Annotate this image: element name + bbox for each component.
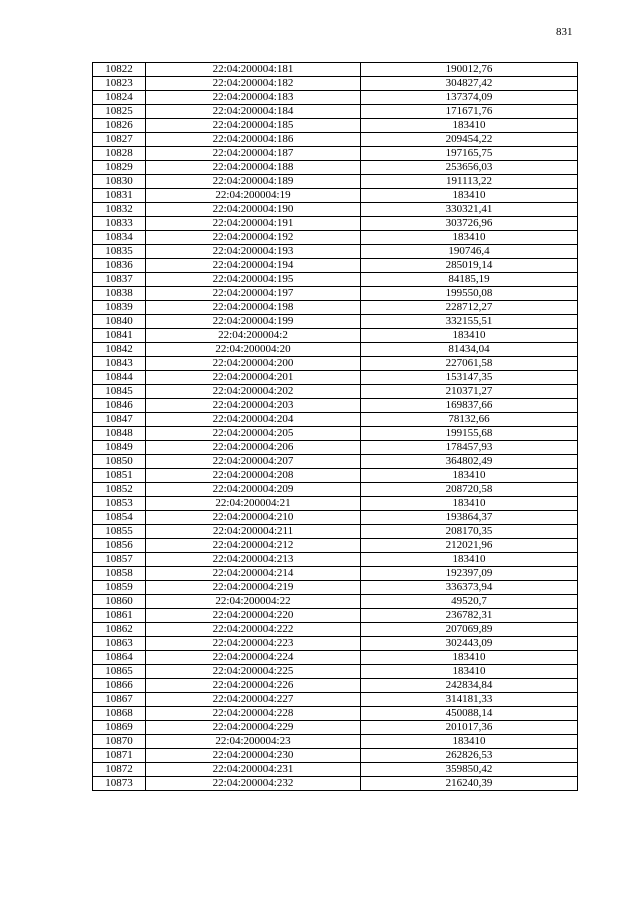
value-cell: 208170,35 (361, 525, 578, 539)
row-number-cell: 10841 (93, 329, 146, 343)
row-number-cell: 10854 (93, 511, 146, 525)
row-number-cell: 10847 (93, 413, 146, 427)
table-row (93, 637, 578, 651)
table-row (93, 511, 578, 525)
table-row (93, 581, 578, 595)
row-number-cell: 10860 (93, 595, 146, 609)
cadastral-number-cell: 22:04:200004:230 (146, 749, 361, 763)
cadastral-number-cell: 22:04:200004:203 (146, 399, 361, 413)
table-row (93, 609, 578, 623)
table-row (93, 553, 578, 567)
cadastral-number-cell: 22:04:200004:192 (146, 231, 361, 245)
value-cell: 193864,37 (361, 511, 578, 525)
table-row (93, 497, 578, 511)
cadastral-number-cell: 22:04:200004:195 (146, 273, 361, 287)
table-row (93, 371, 578, 385)
cadastral-number-cell: 22:04:200004:227 (146, 693, 361, 707)
row-number-cell: 10862 (93, 623, 146, 637)
value-cell: 78132,66 (361, 413, 578, 427)
cadastral-number-cell: 22:04:200004:202 (146, 385, 361, 399)
table-row (93, 119, 578, 133)
table-row (93, 595, 578, 609)
value-cell: 314181,33 (361, 693, 578, 707)
row-number-cell: 10867 (93, 693, 146, 707)
table-row (93, 427, 578, 441)
row-number-cell: 10849 (93, 441, 146, 455)
row-number-cell: 10831 (93, 189, 146, 203)
row-number-cell: 10866 (93, 679, 146, 693)
row-number-cell: 10834 (93, 231, 146, 245)
table-row (93, 455, 578, 469)
cadastral-number-cell: 22:04:200004:223 (146, 637, 361, 651)
value-cell: 216240,39 (361, 777, 578, 791)
table-body (93, 63, 578, 791)
value-cell: 183410 (361, 497, 578, 511)
row-number-cell: 10835 (93, 245, 146, 259)
value-cell: 191113,22 (361, 175, 578, 189)
cadastral-number-cell: 22:04:200004:191 (146, 217, 361, 231)
table-row (93, 105, 578, 119)
value-cell: 190746,4 (361, 245, 578, 259)
value-cell: 208720,58 (361, 483, 578, 497)
value-cell: 330321,41 (361, 203, 578, 217)
table-row (93, 525, 578, 539)
cadastral-number-cell: 22:04:200004:182 (146, 77, 361, 91)
cadastral-number-cell: 22:04:200004:226 (146, 679, 361, 693)
cadastral-number-cell: 22:04:200004:200 (146, 357, 361, 371)
cadastral-number-cell: 22:04:200004:185 (146, 119, 361, 133)
value-cell: 197165,75 (361, 147, 578, 161)
cadastral-number-cell: 22:04:200004:228 (146, 707, 361, 721)
row-number-cell: 10852 (93, 483, 146, 497)
value-cell: 262826,53 (361, 749, 578, 763)
table-row (93, 483, 578, 497)
row-number-cell: 10870 (93, 735, 146, 749)
value-cell: 207069,89 (361, 623, 578, 637)
cadastral-number-cell: 22:04:200004:206 (146, 441, 361, 455)
table-row (93, 77, 578, 91)
table-row (93, 217, 578, 231)
table-row (93, 749, 578, 763)
value-cell: 190012,76 (361, 63, 578, 77)
row-number-cell: 10829 (93, 161, 146, 175)
row-number-cell: 10840 (93, 315, 146, 329)
cadastral-number-cell: 22:04:200004:207 (146, 455, 361, 469)
table-row (93, 707, 578, 721)
value-cell: 201017,36 (361, 721, 578, 735)
cadastral-number-cell: 22:04:200004:201 (146, 371, 361, 385)
cadastral-number-cell: 22:04:200004:194 (146, 259, 361, 273)
cadastral-number-cell: 22:04:200004:21 (146, 497, 361, 511)
cadastral-number-cell: 22:04:200004:224 (146, 651, 361, 665)
cadastral-number-cell: 22:04:200004:197 (146, 287, 361, 301)
cadastral-value-table (92, 62, 578, 791)
cadastral-number-cell: 22:04:200004:186 (146, 133, 361, 147)
row-number-cell: 10848 (93, 427, 146, 441)
table-row (93, 693, 578, 707)
page-number: 831 (556, 26, 573, 38)
row-number-cell: 10856 (93, 539, 146, 553)
cadastral-number-cell: 22:04:200004:198 (146, 301, 361, 315)
row-number-cell: 10833 (93, 217, 146, 231)
value-cell: 209454,22 (361, 133, 578, 147)
value-cell: 450088,14 (361, 707, 578, 721)
cadastral-number-cell: 22:04:200004:190 (146, 203, 361, 217)
cadastral-number-cell: 22:04:200004:23 (146, 735, 361, 749)
table-row (93, 343, 578, 357)
cadastral-number-cell: 22:04:200004:220 (146, 609, 361, 623)
table-row (93, 245, 578, 259)
row-number-cell: 10861 (93, 609, 146, 623)
table-row (93, 175, 578, 189)
value-cell: 84185,19 (361, 273, 578, 287)
value-cell: 153147,35 (361, 371, 578, 385)
value-cell: 183410 (361, 119, 578, 133)
value-cell: 183410 (361, 665, 578, 679)
table-row (93, 189, 578, 203)
value-cell: 137374,09 (361, 91, 578, 105)
row-number-cell: 10859 (93, 581, 146, 595)
table-row (93, 651, 578, 665)
cadastral-number-cell: 22:04:200004:212 (146, 539, 361, 553)
value-cell: 210371,27 (361, 385, 578, 399)
cadastral-number-cell: 22:04:200004:22 (146, 595, 361, 609)
table-row (93, 721, 578, 735)
table-row (93, 441, 578, 455)
table-row (93, 539, 578, 553)
row-number-cell: 10857 (93, 553, 146, 567)
cadastral-number-cell: 22:04:200004:229 (146, 721, 361, 735)
cadastral-number-cell: 22:04:200004:188 (146, 161, 361, 175)
row-number-cell: 10822 (93, 63, 146, 77)
value-cell: 302443,09 (361, 637, 578, 651)
row-number-cell: 10865 (93, 665, 146, 679)
cadastral-number-cell: 22:04:200004:187 (146, 147, 361, 161)
value-cell: 183410 (361, 651, 578, 665)
cadastral-number-cell: 22:04:200004:205 (146, 427, 361, 441)
value-cell: 304827,42 (361, 77, 578, 91)
row-number-cell: 10873 (93, 777, 146, 791)
row-number-cell: 10855 (93, 525, 146, 539)
table-row (93, 259, 578, 273)
value-cell: 183410 (361, 469, 578, 483)
cadastral-number-cell: 22:04:200004:184 (146, 105, 361, 119)
table-row (93, 91, 578, 105)
cadastral-number-cell: 22:04:200004:199 (146, 315, 361, 329)
row-number-cell: 10827 (93, 133, 146, 147)
value-cell: 227061,58 (361, 357, 578, 371)
value-cell: 236782,31 (361, 609, 578, 623)
value-cell: 364802,49 (361, 455, 578, 469)
value-cell: 183410 (361, 735, 578, 749)
table-row (93, 315, 578, 329)
cadastral-number-cell: 22:04:200004:193 (146, 245, 361, 259)
row-number-cell: 10826 (93, 119, 146, 133)
table-row (93, 777, 578, 791)
table-row (93, 413, 578, 427)
cadastral-number-cell: 22:04:200004:183 (146, 91, 361, 105)
row-number-cell: 10843 (93, 357, 146, 371)
value-cell: 178457,93 (361, 441, 578, 455)
row-number-cell: 10842 (93, 343, 146, 357)
value-cell: 199550,08 (361, 287, 578, 301)
value-cell: 49520,7 (361, 595, 578, 609)
value-cell: 183410 (361, 189, 578, 203)
table-row (93, 203, 578, 217)
cadastral-number-cell: 22:04:200004:214 (146, 567, 361, 581)
value-cell: 285019,14 (361, 259, 578, 273)
cadastral-number-cell: 22:04:200004:19 (146, 189, 361, 203)
row-number-cell: 10824 (93, 91, 146, 105)
cadastral-number-cell: 22:04:200004:210 (146, 511, 361, 525)
row-number-cell: 10836 (93, 259, 146, 273)
table-row (93, 763, 578, 777)
table-row (93, 301, 578, 315)
cadastral-number-cell: 22:04:200004:189 (146, 175, 361, 189)
row-number-cell: 10830 (93, 175, 146, 189)
row-number-cell: 10837 (93, 273, 146, 287)
table-row (93, 567, 578, 581)
value-cell: 183410 (361, 231, 578, 245)
table-row (93, 735, 578, 749)
table-row (93, 133, 578, 147)
cadastral-number-cell: 22:04:200004:232 (146, 777, 361, 791)
value-cell: 183410 (361, 553, 578, 567)
value-cell: 253656,03 (361, 161, 578, 175)
row-number-cell: 10868 (93, 707, 146, 721)
table-row (93, 399, 578, 413)
table-row (93, 147, 578, 161)
row-number-cell: 10863 (93, 637, 146, 651)
row-number-cell: 10832 (93, 203, 146, 217)
row-number-cell: 10823 (93, 77, 146, 91)
row-number-cell: 10872 (93, 763, 146, 777)
row-number-cell: 10864 (93, 651, 146, 665)
row-number-cell: 10839 (93, 301, 146, 315)
row-number-cell: 10838 (93, 287, 146, 301)
table-row (93, 329, 578, 343)
cadastral-number-cell: 22:04:200004:2 (146, 329, 361, 343)
table-row (93, 679, 578, 693)
table-row (93, 623, 578, 637)
cadastral-number-cell: 22:04:200004:209 (146, 483, 361, 497)
value-cell: 192397,09 (361, 567, 578, 581)
cadastral-number-cell: 22:04:200004:20 (146, 343, 361, 357)
value-cell: 242834,84 (361, 679, 578, 693)
table-row (93, 357, 578, 371)
value-cell: 359850,42 (361, 763, 578, 777)
row-number-cell: 10845 (93, 385, 146, 399)
table-row (93, 469, 578, 483)
table-row (93, 63, 578, 77)
row-number-cell: 10851 (93, 469, 146, 483)
cadastral-number-cell: 22:04:200004:181 (146, 63, 361, 77)
cadastral-number-cell: 22:04:200004:204 (146, 413, 361, 427)
row-number-cell: 10871 (93, 749, 146, 763)
value-cell: 169837,66 (361, 399, 578, 413)
value-cell: 332155,51 (361, 315, 578, 329)
value-cell: 212021,96 (361, 539, 578, 553)
cadastral-number-cell: 22:04:200004:222 (146, 623, 361, 637)
row-number-cell: 10825 (93, 105, 146, 119)
value-cell: 199155,68 (361, 427, 578, 441)
row-number-cell: 10858 (93, 567, 146, 581)
cadastral-number-cell: 22:04:200004:225 (146, 665, 361, 679)
cadastral-number-cell: 22:04:200004:219 (146, 581, 361, 595)
table-row (93, 231, 578, 245)
table-row (93, 287, 578, 301)
row-number-cell: 10846 (93, 399, 146, 413)
table-row (93, 665, 578, 679)
row-number-cell: 10853 (93, 497, 146, 511)
cadastral-number-cell: 22:04:200004:231 (146, 763, 361, 777)
row-number-cell: 10850 (93, 455, 146, 469)
value-cell: 171671,76 (361, 105, 578, 119)
table-row (93, 161, 578, 175)
cadastral-number-cell: 22:04:200004:208 (146, 469, 361, 483)
value-cell: 228712,27 (361, 301, 578, 315)
row-number-cell: 10869 (93, 721, 146, 735)
table-row (93, 273, 578, 287)
cadastral-number-cell: 22:04:200004:211 (146, 525, 361, 539)
cadastral-number-cell: 22:04:200004:213 (146, 553, 361, 567)
value-cell: 183410 (361, 329, 578, 343)
value-cell: 81434,04 (361, 343, 578, 357)
value-cell: 336373,94 (361, 581, 578, 595)
value-cell: 303726,96 (361, 217, 578, 231)
row-number-cell: 10828 (93, 147, 146, 161)
row-number-cell: 10844 (93, 371, 146, 385)
table-row (93, 385, 578, 399)
